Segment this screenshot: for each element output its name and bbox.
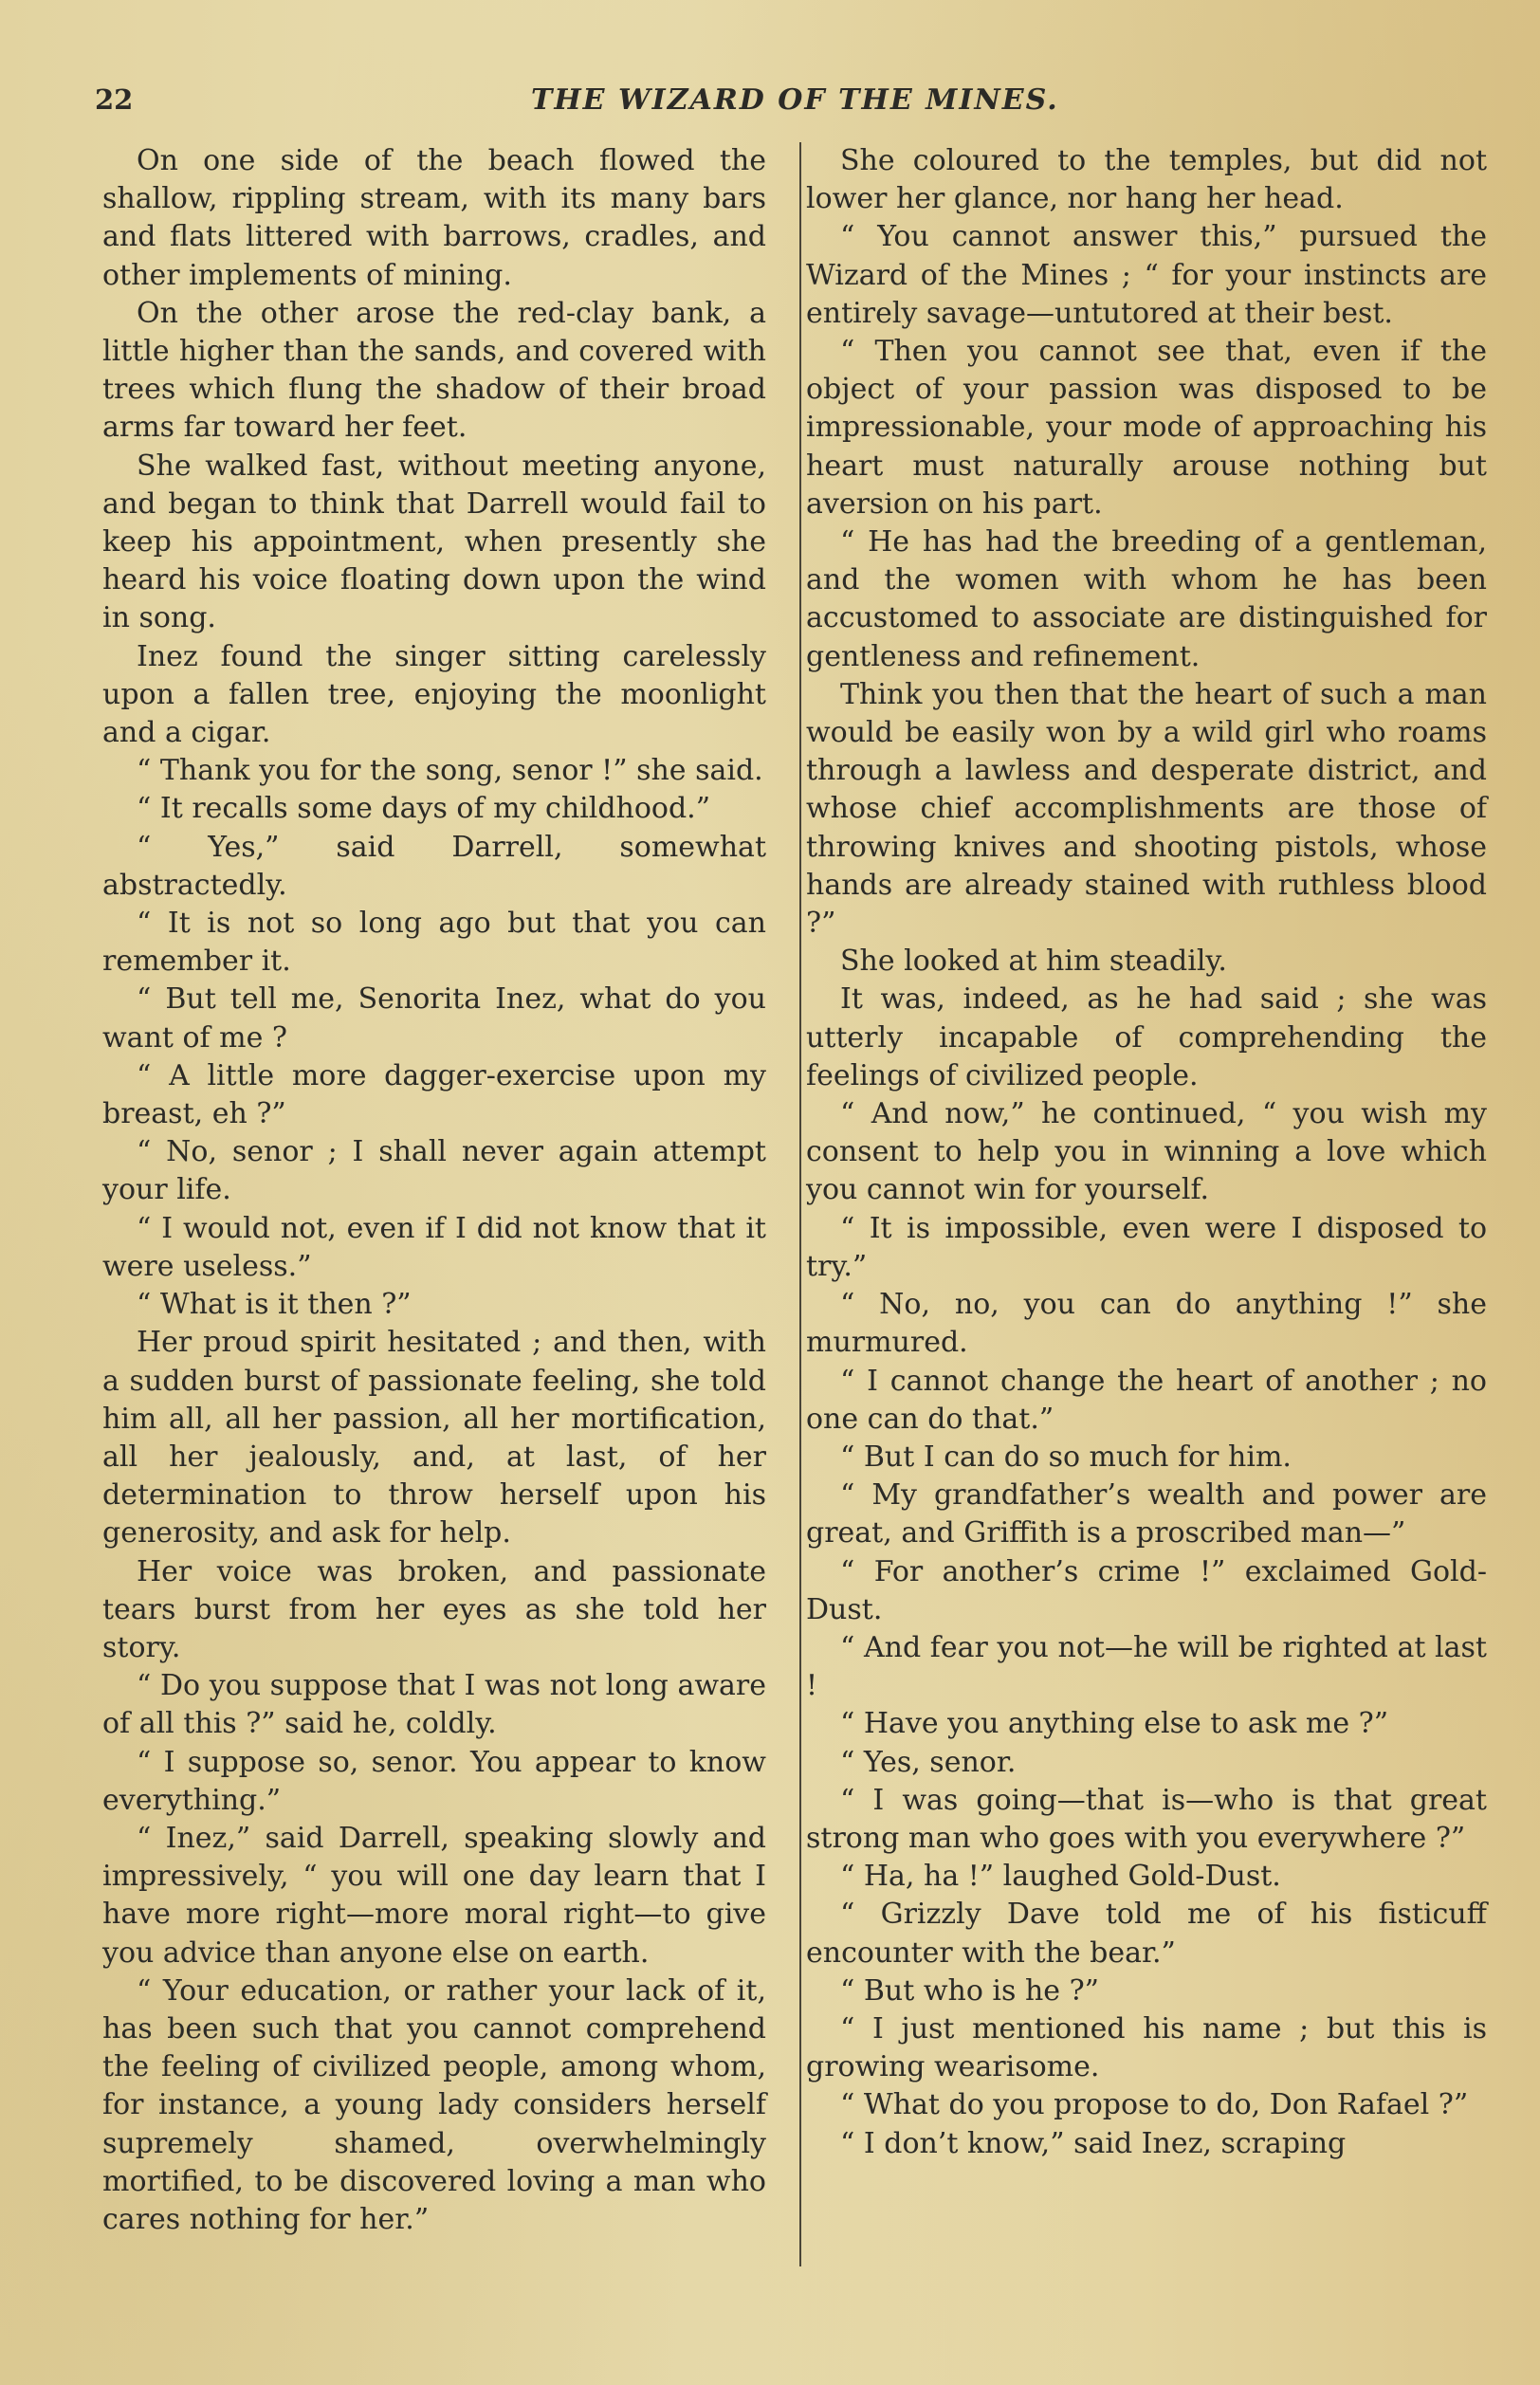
paragraph: She walked fast, without meeting anyone, and began to think that Darrell would fail to keep his appointment, when presently she heard his voice floating down upon the wind in song. xyxy=(102,449,766,635)
paragraph: “ I just mentioned his name ; but this is growing wearisome. xyxy=(806,2011,1487,2084)
paragraph: “ No, no, you can do anything !” she murmured. xyxy=(806,1288,1487,1360)
paragraph: “ Yes,” said Darrell, somewhat abstractedly. xyxy=(102,830,766,902)
paragraph: She coloured to the temples, but did not lower her glance, nor hang her head. xyxy=(806,144,1487,216)
paragraph: “ Your education, or rather your lack of it, has been such that you cannot comprehend the feeling of civilized people, among whom, for instance, a young lady considers herself supremely shamed, overwhelmingly mortified, to be discovered loving a man who cares nothing for her.” xyxy=(102,1973,766,2236)
paragraph: Inez found the singer sitting carelessly upon a fallen tree, enjoying the moonlight and a cigar. xyxy=(102,639,766,750)
running-title: THE WIZARD OF THE MINES. xyxy=(531,83,1059,117)
paragraph: “ Ha, ha !” laughed Gold-Dust. xyxy=(840,1860,1281,1894)
paragraph: “ Inez,” said Darrell, speaking slowly and impressively, “ you will one day learn that I have more right—more moral right—to give you advice than anyone else on earth. xyxy=(102,1821,766,1970)
paragraph: Think you then that the heart of such a man would be easily won by a wild girl who roams through a lawless and desperate district, and whose chief accomplishments are those of throwing knives and shooting pistols, whose hands are already stained with ruthless blood ?” xyxy=(806,677,1487,941)
paragraph: It was, indeed, as he had said ; she was utterly incapable of comprehending the feelings of civilized people. xyxy=(806,982,1487,1092)
paragraph: “ What is it then ?” xyxy=(137,1288,412,1322)
paragraph: “ And now,” he continued, “ you wish my consent to help you in winning a love which you cannot win for yourself. xyxy=(806,1097,1487,1207)
paragraph: “ And fear you not—he will be righted at last ! xyxy=(806,1630,1487,1703)
paragraph: “ I cannot change the heart of another ; no one can do that.” xyxy=(806,1364,1487,1436)
paragraph: “ Grizzly Dave told me of his fisticuff encounter with the bear.” xyxy=(806,1898,1487,1970)
paragraph: On one side of the beach flowed the shallow, rippling stream, with its many bars and flats littered with barrows, cradles, and other implements of mining. xyxy=(102,144,766,292)
paragraph: “ It recalls some days of my childhood.” xyxy=(137,792,711,826)
paragraph: “ No, senor ; I shall never again attempt your life. xyxy=(102,1135,766,1207)
paragraph: “ But tell me, Senorita Inez, what do you want of me ? xyxy=(102,982,766,1055)
paragraph: She looked at him steadily. xyxy=(840,945,1227,979)
paragraph: “ For another’s crime !” exclaimed Gold-Dust. xyxy=(806,1554,1487,1626)
page-number: 22 xyxy=(95,83,134,116)
left-column xyxy=(102,142,766,2239)
paragraph: “ Yes, senor. xyxy=(840,1745,1017,1779)
paragraph: “ He has had the breeding of a gentleman, and the women with whom he has been accustomed to associate are distinguished for gentleness and refinement. xyxy=(806,525,1487,673)
column-divider xyxy=(799,142,801,2266)
right-column xyxy=(806,142,1487,2163)
paragraph: “ It is impossible, even were I disposed to try.” xyxy=(806,1211,1487,1283)
paragraph: “ You cannot answer this,” pursued the Wizard of the Mines ; “ for your instincts are entirely savage—untutored at their best. xyxy=(806,220,1487,330)
paragraph: Her proud spirit hesitated ; and then, with a sudden burst of passionate feeling, she told him all, all her passion, all her mortification, all her jealously, and, at last, of her determination to throw herself upon his generosity, and ask for help. xyxy=(102,1326,766,1550)
paragraph: “ Then you cannot see that, even if the object of your passion was disposed to be impressionable, your mode of approaching his heart must naturally arouse nothing but aversion on his part. xyxy=(806,335,1487,521)
paragraph: On the other arose the red-clay bank, a little higher than the sands, and covered with trees which flung the shadow of their broad arms far toward her feet. xyxy=(102,296,766,445)
paragraph: “ I suppose so, senor. You appear to know everything.” xyxy=(102,1745,766,1817)
paragraph: “ I don’t know,” said Inez, scraping xyxy=(840,2126,1347,2160)
paragraph: “ But I can do so much for him. xyxy=(840,1440,1292,1474)
paragraph: “ But who is he ?” xyxy=(840,1973,1099,2008)
paragraph: “ A little more dagger-exercise upon my breast, eh ?” xyxy=(102,1058,766,1131)
paragraph: Her voice was broken, and passionate tears burst from her eyes as she told her story. xyxy=(102,1554,766,1664)
paragraph: “ My grandfather’s wealth and power are great, and Griffith is a proscribed man—” xyxy=(806,1478,1487,1550)
paragraph: “ It is not so long ago but that you can remember it. xyxy=(102,907,766,979)
paragraph: “ I would not, even if I did not know that it were useless.” xyxy=(102,1211,766,1283)
paragraph: “ Have you anything else to ask me ?” xyxy=(840,1707,1389,1741)
paragraph: “ What do you propose to do, Don Rafael ?” xyxy=(840,2088,1469,2122)
paragraph: “ Thank you for the song, senor !” she said. xyxy=(137,754,763,788)
paragraph: “ I was going—that is—who is that great strong man who goes with you everywhere ?” xyxy=(806,1783,1487,1855)
paragraph: “ Do you suppose that I was not long aware of all this ?” said he, coldly. xyxy=(102,1669,766,1741)
